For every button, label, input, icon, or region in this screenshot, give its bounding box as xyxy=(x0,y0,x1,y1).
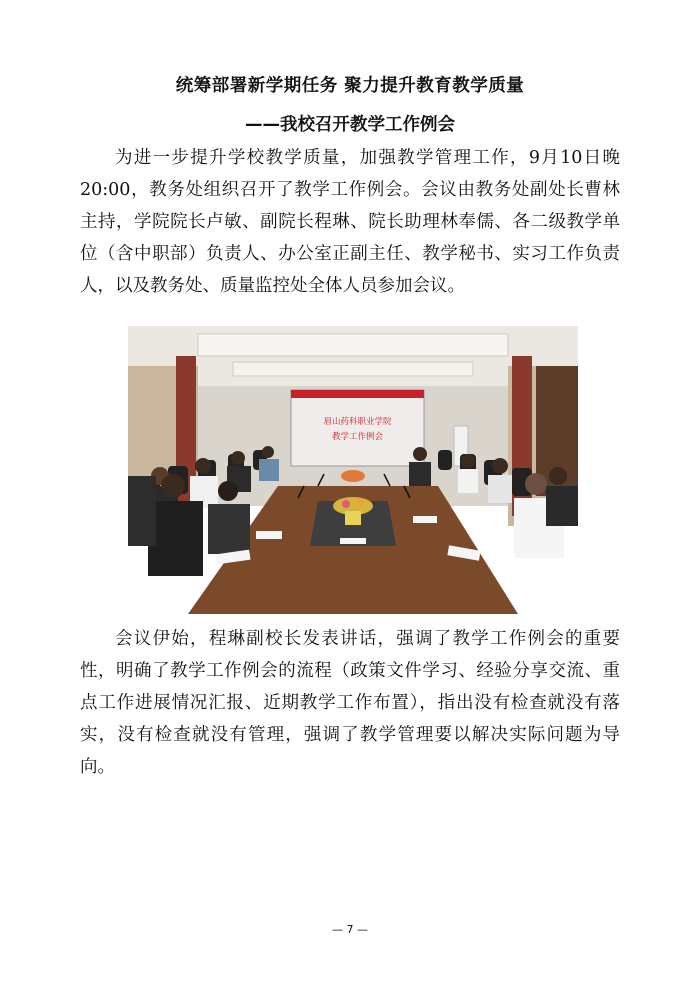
article-subtitle: ——我校召开教学工作例会 xyxy=(245,115,455,135)
paragraph-opening: 会议伊始，程琳副校长发表讲话，强调了教学工作例会的重要性，明确了教学工作例会的流程（政策文件学习、经验分享交流、重点工作进展情况汇报、近期教学工作布置），指出没有检查就没有落实，没有检查就没有管理，强调了教学管理要以解决实际问题为导向。 xyxy=(80,629,620,777)
screen-title-line2: 教学工作例会 xyxy=(331,432,384,442)
meeting-photo xyxy=(128,326,578,614)
paragraph-intro: 为进一步提升学校教学质量，加强教学管理工作，9月10日晚20:00，教务处组织召开了教学工作例会。会议由教务处副处长曹林主持，学院院长卢敏、副院长程琳、院长助理林奉儒、各二级教学单位（含中职部）负责人、办公室正副主任、教学秘书、实习工作负责人，以及教务处、质量监控处全体人员参加会议。 xyxy=(80,148,620,296)
page-number: — 7 — xyxy=(332,923,368,936)
article-title: 统筹部署新学期任务 聚力提升教育教学质量 xyxy=(175,76,525,96)
screen-title-line1: 眉山药科职业学院 xyxy=(323,417,392,427)
